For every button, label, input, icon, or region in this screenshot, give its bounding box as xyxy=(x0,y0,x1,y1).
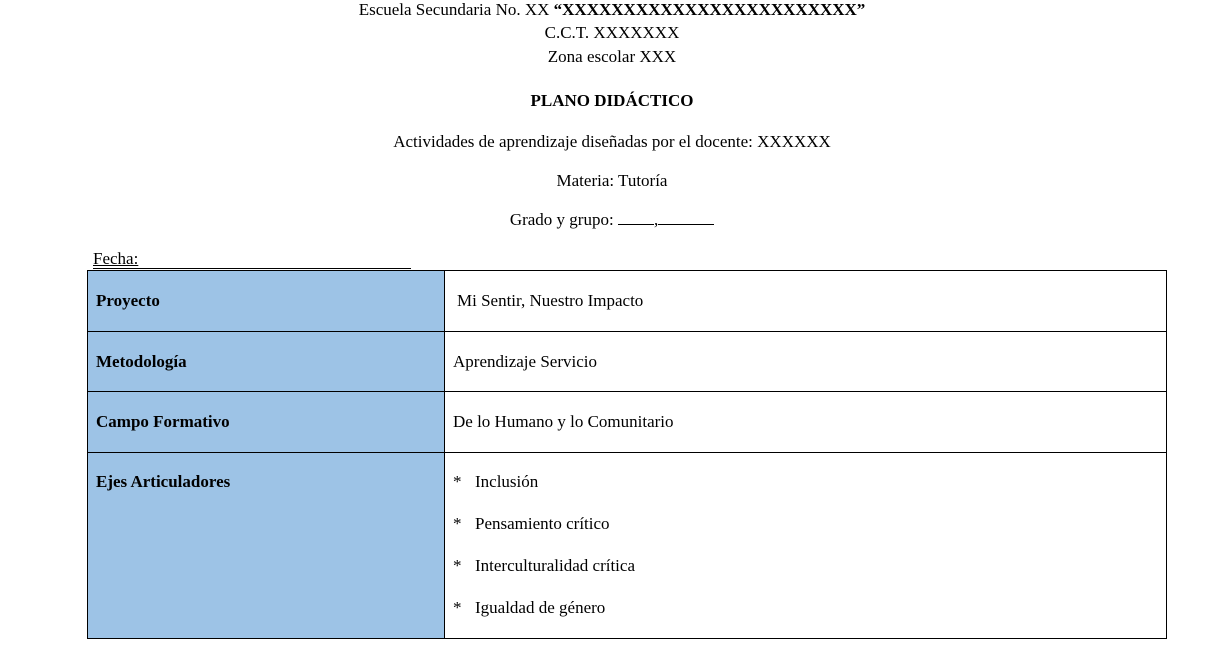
list-item xyxy=(453,598,1158,618)
table-row xyxy=(88,271,1167,332)
table-row xyxy=(88,332,1167,392)
grupo-blank xyxy=(658,210,714,225)
list-item xyxy=(453,514,1158,534)
table-row xyxy=(88,392,1167,453)
row-value xyxy=(445,271,1167,332)
table-row xyxy=(88,453,1167,639)
grado-line xyxy=(0,210,1224,230)
list-item xyxy=(453,556,1158,576)
grado-blank xyxy=(618,210,654,225)
list-item-label: Igualdad de género xyxy=(475,598,606,617)
list-item-label: Inclusión xyxy=(475,472,539,491)
actividades-line: Actividades de aprendizaje diseñadas por el docente: XXXXXX xyxy=(393,132,831,151)
row-label: Campo Formativo xyxy=(88,392,445,453)
school-name: “XXXXXXXXXXXXXXXXXXXXXXXX” xyxy=(553,0,866,19)
zona-line: Zona escolar XXX xyxy=(547,47,677,66)
page-title: PLANO DIDÁCTICO xyxy=(530,91,694,110)
bullet-icon: * xyxy=(453,514,462,533)
grado-separator: , xyxy=(653,210,659,229)
plan-table xyxy=(87,270,1167,639)
row-label: Metodología xyxy=(88,332,445,392)
fecha-label: Fecha: xyxy=(93,249,139,268)
list-item-label: Pensamiento crítico xyxy=(475,514,610,533)
list-item xyxy=(453,472,1158,492)
school-prefix: Escuela Secundaria No. XX xyxy=(358,0,554,19)
row-value: Aprendizaje Servicio xyxy=(445,332,1167,392)
list-item-label: Interculturalidad crítica xyxy=(475,556,635,575)
ejes-value-cell xyxy=(445,453,1167,639)
school-line xyxy=(0,0,1224,20)
bullet-icon: * xyxy=(453,556,462,575)
ejes-label: Ejes Articuladores xyxy=(96,472,231,491)
cct-line: C.C.T. XXXXXXX xyxy=(544,23,680,42)
project-value: Mi Sentir, Nuestro Impacto xyxy=(457,291,644,310)
fecha-field xyxy=(93,249,411,269)
bullet-icon: * xyxy=(453,472,462,491)
row-label: Proyecto xyxy=(88,271,445,332)
grado-label: Grado y grupo: xyxy=(509,210,618,229)
bullet-icon: * xyxy=(453,598,462,617)
materia-line: Materia: Tutoría xyxy=(556,171,668,190)
ejes-label-cell xyxy=(88,453,445,639)
row-value: De lo Humano y lo Comunitario xyxy=(445,392,1167,453)
ejes-list xyxy=(453,453,1158,618)
